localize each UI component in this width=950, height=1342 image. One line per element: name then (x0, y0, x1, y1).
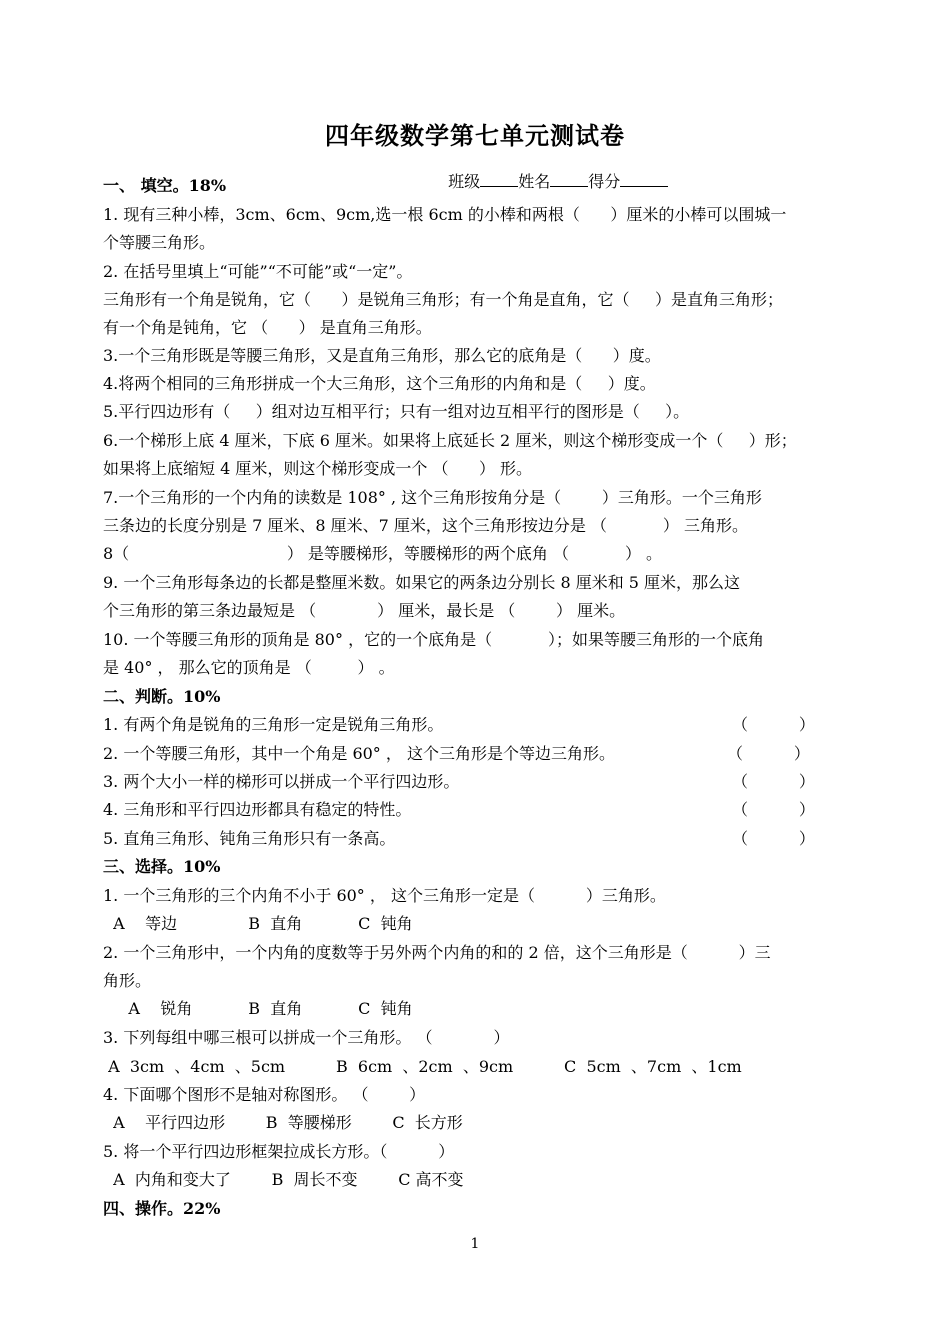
name-blank[interactable] (550, 172, 588, 187)
fill-line: 有一个角是钝角，它 （ ） 是直角三角形。 (103, 318, 432, 337)
page-number: 1 (470, 1236, 480, 1252)
judge-question: 5. 直角三角形、钝角三角形只有一条高。 (103, 829, 396, 848)
judge-question: 4. 三角形和平行四边形都具有稳定的特性。 (103, 800, 412, 819)
fill-line: 6.一个梯形上底 4 厘米，下底 6 厘米。如果将上底延长 2 厘米，则这个梯形变成一个（ ）形； (103, 431, 797, 450)
name-label: 姓名 (518, 172, 551, 191)
choice-options: A 锐角 B 直角 C 钝角 (103, 999, 413, 1018)
page-title: 四年级数学第七单元测试卷 (325, 121, 625, 150)
judge-question: 1. 有两个角是锐角的三角形一定是锐角三角形。 (103, 715, 444, 734)
class-label: 班级 (448, 172, 481, 191)
fill-line: 个三角形的第三条边最短是 （ ） 厘米，最长是 （ ） 厘米。 (103, 601, 626, 620)
judge-answer-paren[interactable]: （ ） (732, 715, 815, 734)
student-info (438, 150, 668, 192)
choice-question: 3. 下列每组中哪三根可以拼成一个三角形。 （ ） (103, 1028, 510, 1047)
choice-options: A 内角和变大了 B 周长不变 C 高不变 (103, 1170, 464, 1189)
fill-line: 三角形有一个角是锐角，它（ ）是锐角三角形；有一个角是直角，它（ ）是直角三角形； (103, 290, 783, 309)
fill-line: 4.将两个相同的三角形拼成一个大三角形，这个三角形的内角和是（ ）度。 (103, 374, 656, 393)
choice-question: 4. 下面哪个图形不是轴对称图形。 （ ） (103, 1085, 426, 1104)
judge-answer-paren[interactable]: （ ） (732, 800, 815, 819)
choice-question: 角形。 (103, 971, 152, 990)
fill-line: 是 40° ， 那么它的顶角是 （ ） 。 (103, 658, 395, 677)
fill-line: 8（ ） 是等腰梯形，等腰梯形的两个底角 （ ） 。 (103, 544, 663, 563)
fill-line: 7.一个三角形的一个内角的读数是 108° , 这个三角形按角分是（ ）三角形。一个三角形 (103, 488, 762, 507)
section-heading-operation: 四、操作。22% (103, 1199, 221, 1218)
fill-line: 三条边的长度分别是 7 厘米、8 厘米、7 厘米，这个三角形按边分是 （ ） 三角形。 (103, 516, 749, 535)
choice-question: 1. 一个三角形的三个内角不小于 60° ， 这个三角形一定是（ ）三角形。 (103, 886, 666, 905)
choice-options: A 3cm 、4cm 、5cm B 6cm 、2cm 、9cm C 5cm 、7cm 、1cm (103, 1057, 742, 1076)
judge-answer-paren[interactable]: （ ） (732, 772, 815, 791)
choice-question: 5. 将一个平行四边形框架拉成长方形。（ ） (103, 1142, 455, 1161)
section-heading-judge: 二、判断。10% (103, 687, 221, 706)
fill-line: 9. 一个三角形每条边的长都是整厘米数。如果它的两条边分别长 8 厘米和 5 厘米，那么这 (103, 573, 741, 592)
judge-question: 2. 一个等腰三角形，其中一个角是 60° ， 这个三角形是个等边三角形。 (103, 744, 615, 763)
class-blank[interactable] (480, 172, 518, 187)
choice-options: A 等边 B 直角 C 钝角 (103, 914, 413, 933)
choice-question: 2. 一个三角形中，一个内角的度数等于另外两个内角的和的 2 倍，这个三角形是（ ）三 (103, 943, 771, 962)
section-heading-choice: 三、选择。10% (103, 857, 221, 876)
fill-line: 3.一个三角形既是等腰三角形，又是直角三角形，那么它的底角是（ ）度。 (103, 346, 661, 365)
judge-question: 3. 两个大小一样的梯形可以拼成一个平行四边形。 (103, 772, 460, 791)
score-label: 得分 (588, 172, 621, 191)
choice-options: A 平行四边形 B 等腰梯形 C 长方形 (103, 1113, 463, 1132)
fill-line: 2. 在括号里填上“可能”“不可能”或“一定”。 (103, 262, 413, 281)
judge-answer-paren[interactable]: （ ） (727, 744, 810, 763)
fill-line: 如果将上底缩短 4 厘米，则这个梯形变成一个 （ ） 形。 (103, 459, 533, 478)
fill-line: 5.平行四边形有（ ）组对边互相平行；只有一组对边互相平行的图形是（ ）。 (103, 402, 690, 421)
judge-answer-paren[interactable]: （ ） (732, 829, 815, 848)
fill-line: 1. 现有三种小棒，3cm、6cm、9cm,选一根 6cm 的小棒和两根（ ）厘米的小棒可以围城一 (103, 205, 787, 224)
fill-line: 个等腰三角形。 (103, 233, 216, 252)
score-blank[interactable] (620, 172, 668, 187)
section-heading-fill: 一、 填空。18% (103, 176, 227, 195)
fill-line: 10. 一个等腰三角形的顶角是 80° ，它的一个底角是（ ）；如果等腰三角形的一个底角 (103, 630, 765, 649)
